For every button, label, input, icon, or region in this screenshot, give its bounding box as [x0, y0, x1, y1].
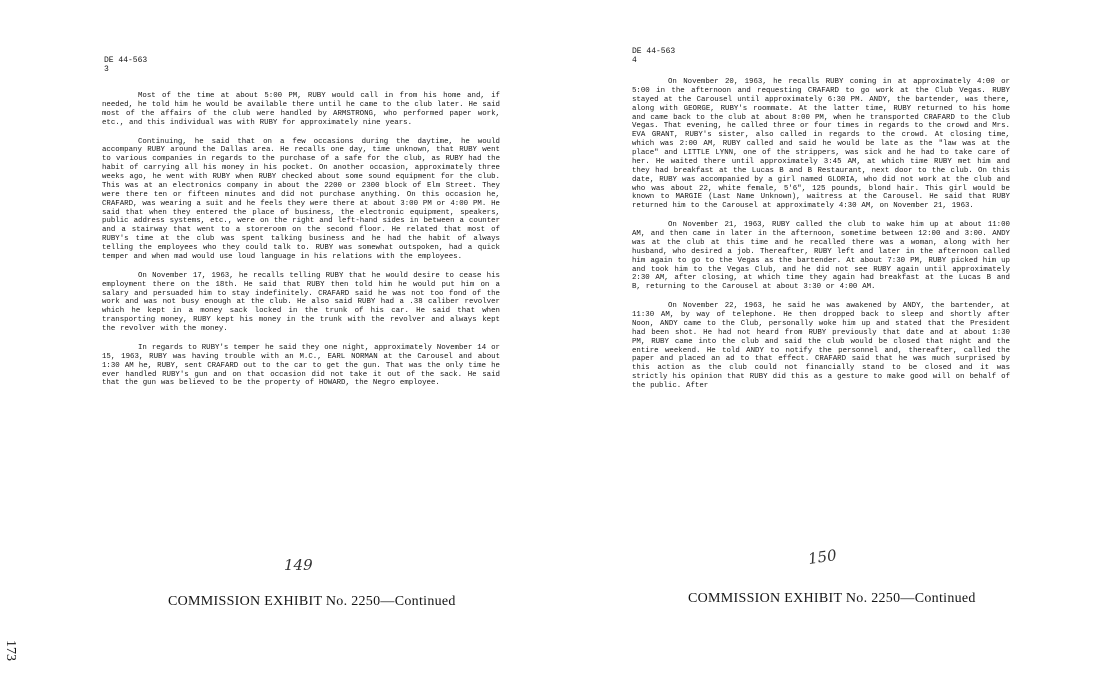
left-paragraph-2: Continuing, he said that on a few occasions during the daytime, he would accompany RUBY around the Dallas area. He recalls one day, time unknown, that RUBY went to various companies in regards to the purchase of a safe for the club, as RUBY had the habit of carrying all his money in his pocket. On another occasion, approximately three weeks ago, he went with RUBY when RUBY checked about some sound equipment for the club. This was at an electronics company in about the 2200 or 2300 block of Elm Street. They were there ten or fifteen minutes and did not purchase anything. On this occasion he, CRAFARD, was wearing a suit and he feels they were there at about 3:00 PM or 4:00 PM. He said that when they entered the place of business, the electronic equipment, speakers, public address systems, etc., were on the right and left-hand sides in between a counter and a stairway that went to a storeroom on the second floor. He related that most of RUBY's time at the club was spent talking business and he had the habit of always telling the employees who they could talk to. RUBY was somewhat outspoken, had a quick temper and when mad would use loud language in his relations with the employees.	[102, 137, 500, 261]
right-file-reference: DE 44-563	[632, 47, 676, 56]
right-paragraph-3: On November 22, 1963, he said he was awakened by ANDY, the bartender, at 11:30 AM, by way of telephone. He then dropped back to sleep and shortly after Noon, ANDY came to the Club, personally woke him up and stated that the President had been shot. He had not heard from RUBY previously that date and at about 1:30 PM, RUBY came into the club and said the club would be closed that night and the entire weekend. He told ANDY to notify the personnel and, thereafter, called the paper and placed an ad to that effect. CRAFARD said that he was much surprised by this action as the club could not financially stand to be closed and it was strictly his opinion that RUBY did this as a gesture to make good will on behalf of the public. After	[632, 302, 1010, 390]
left-paragraph-1: Most of the time at about 5:00 PM, RUBY would call in from his home and, if needed, he told him he would be available there until he came to the club later. He said most of the affairs of the club were handled by ARMSTRONG, who performed paper work, etc., and this individual was with RUBY for approximately nine years.	[102, 92, 500, 127]
right-handwritten-page-number: 150	[806, 546, 838, 568]
left-paragraph-3: On November 17, 1963, he recalls telling RUBY that he would desire to cease his employment there on the 18th. He said that RUBY then told him he would put him on a salary and persuaded him to stay indefinitely. CRAFARD said he was not too fond of the work and was not busy enough at the club. He also said RUBY had a .38 caliber revolver which he kept in a money sack locked in the trunk of his car. He said that when transporting money, RUBY kept his money in the trunk with the revolver and always kept the revolver with the money.	[102, 271, 500, 333]
left-paragraph-4: In regards to RUBY's temper he said they one night, approximately November 14 or 15, 1963, RUBY was having trouble with an M.C., EARL NORMAN at the Carousel and about 1:30 AM he, RUBY, sent CRAFARD out to the car to get the gun. That was the only time he ever handled RUBY's gun and on that occasion did not take it out of the sack. He said that the gun was believed to be the property of HOWARD, the Negro employee.	[102, 343, 500, 388]
left-handwritten-page-number: 149	[284, 556, 313, 574]
right-file-header	[632, 47, 675, 65]
left-page-number: 3	[104, 65, 109, 75]
right-exhibit-caption: COMMISSION EXHIBIT No. 2250—Continued	[688, 591, 976, 606]
right-paragraph-1: On November 20, 1963, he recalls RUBY coming in at approximately 4:00 or 5:00 in the afternoon and requesting CRAFARD to go work at the Club Vegas. RUBY stayed at the Carousel until approximately 6:30 PM. ANDY, the bartender, was there, along with GEORGE, RUBY's roommate. At the latter time, RUBY returned to his home and came back to the club at about 8:00 PM, when he transported CRAFARD to the Club Vegas. That evening, he called three or four times in regards to the crowd and Mrs. EVA GRANT, RUBY's sister, also called in regards to the crowd. At closing time, which was 2:00 AM, RUBY called and said he would be late as the "law was at the place" and LITTLE LYNN, one of the strippers, was sick and he had to take care of her. He waited there until approximately 3:45 AM, at which time RUBY met him and they had breakfast at the Lucas B and B Restaurant, next door to the club. On this date, RUBY was accompanied by a girl named GLORIA, who did not work at the club and who was about 22, white female, 5'6", 125 pounds, blond hair. This girl would be known to MARGIE (Last Name Unknown), waitress at the Carousel. He said that RUBY returned him to the Carousel at approximately 4:30 AM, on November 21, 1963.	[632, 78, 1010, 211]
right-page-body	[632, 78, 1010, 401]
left-file-header	[104, 56, 147, 74]
left-exhibit-caption: COMMISSION EXHIBIT No. 2250—Continued	[168, 594, 456, 609]
right-page-number: 4	[632, 56, 637, 66]
right-paragraph-2: On November 21, 1963, RUBY called the club to wake him up at about 11:00 AM, and then came in later in the afternoon, sometime between 12:00 and 3:00. ANDY was at the club at this time and he recalled there was a woman, along with her husband, who desired a job. Thereafter, RUBY left and later in the afternoon called him again to go to the Vegas as the bartender. At about 7:30 PM, RUBY picked him up and took him to the Vegas Club, and he did not see RUBY again until approximately 2:30 AM, after closing, at which time they again had breakfast at the Lucas B and B, returning to the Carousel at about 3:30 or 4:00 AM.	[632, 221, 1010, 292]
margin-page-number: 173	[3, 640, 18, 661]
left-file-reference: DE 44-563	[104, 56, 148, 65]
left-page-body	[102, 92, 500, 398]
